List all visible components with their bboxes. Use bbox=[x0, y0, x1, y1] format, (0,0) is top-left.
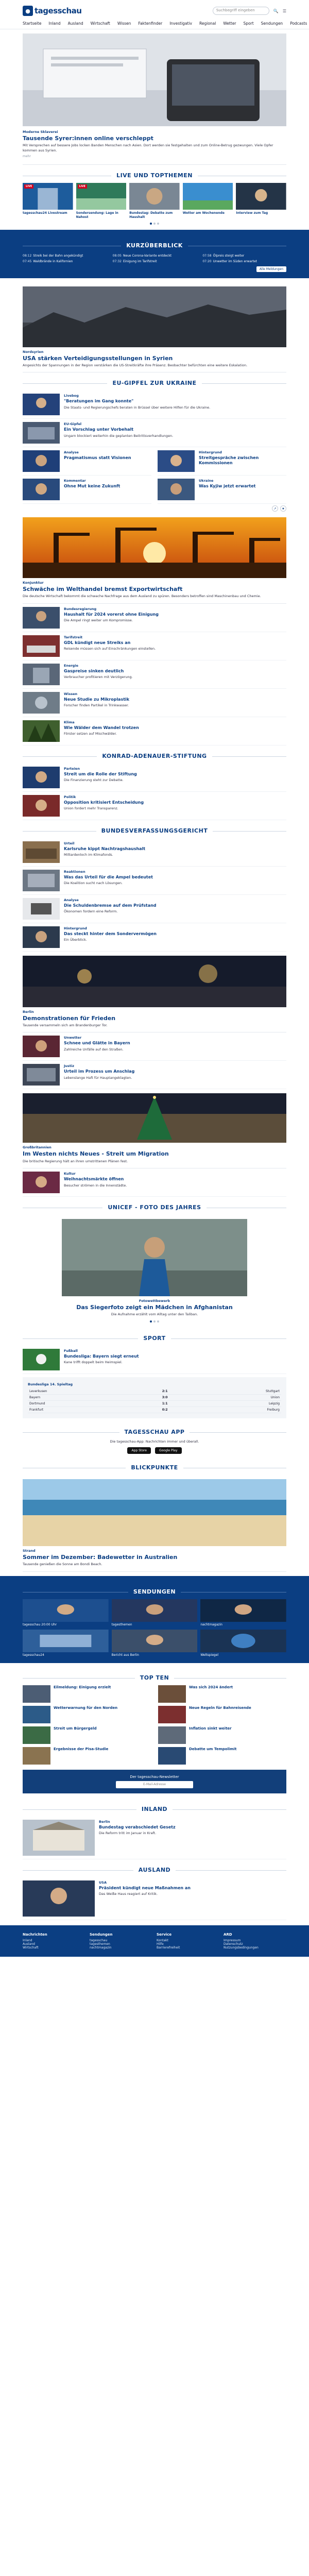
search-icon[interactable]: 🔍 bbox=[273, 8, 279, 13]
bverfg-story[interactable] bbox=[23, 923, 286, 952]
story-kicker: Berlin bbox=[99, 1819, 110, 1824]
topten-item[interactable] bbox=[158, 1685, 286, 1703]
story-thumbnail bbox=[23, 394, 60, 415]
section-sport-title: SPORT bbox=[23, 1328, 286, 1346]
news-story[interactable] bbox=[23, 689, 286, 717]
share-row bbox=[23, 504, 286, 513]
live-card[interactable] bbox=[23, 183, 73, 219]
topten-list bbox=[23, 1685, 286, 1765]
nav-item[interactable]: Investigativ bbox=[169, 21, 192, 26]
wirtschaft-kicker: Konjunktur bbox=[23, 581, 44, 585]
sendung-card[interactable] bbox=[200, 1599, 286, 1626]
story-headline[interactable]: Neue Regeln für Bahnreisende bbox=[189, 1705, 251, 1710]
nav-item[interactable]: Startseite bbox=[23, 21, 42, 26]
newsletter-box bbox=[23, 1770, 286, 1793]
story-headline[interactable]: Urteil im Prozess um Anschlag bbox=[64, 1069, 135, 1074]
topten-item[interactable] bbox=[158, 1747, 286, 1765]
sendung-image bbox=[23, 1630, 109, 1652]
topten-item[interactable] bbox=[23, 1726, 151, 1744]
story-teaser: Ökonomen fordern eine Reform. bbox=[64, 909, 118, 914]
ticker-list bbox=[23, 254, 286, 263]
blickpunkte-teaser: Tausende genießen die Sonne am Bondi Beach. bbox=[23, 1562, 102, 1567]
section-kas-title: KONRAD-ADENAUER-STIFTUNG bbox=[23, 745, 286, 764]
ticker-item[interactable]: 08:12 Streik bei der Bahn angekündigt bbox=[23, 253, 83, 258]
story-thumbnail bbox=[23, 1036, 60, 1057]
story-thumbnail bbox=[23, 767, 60, 788]
story-kicker: Analyse bbox=[64, 897, 79, 902]
footer-link[interactable]: Impressum bbox=[224, 1938, 241, 1942]
story-teaser: Die Staats- und Regierungschefs beraten in Brüssel über weitere Hilfen für die Ukraine. bbox=[64, 405, 211, 410]
story-headline[interactable]: Streit um die Rolle der Stiftung bbox=[64, 771, 137, 776]
story-headline[interactable]: Was Kyjiw jetzt erwartet bbox=[199, 484, 256, 489]
footer-link[interactable]: Inland bbox=[23, 1938, 32, 1942]
london-teaser: Die britische Regierung hält an ihren umstrittenen Plänen fest. bbox=[23, 1159, 128, 1163]
story-teaser: Milliardenloch im Klimafonds. bbox=[64, 853, 113, 857]
nav-item[interactable]: Wissen bbox=[117, 21, 131, 26]
story-kicker: Berlin bbox=[23, 1009, 34, 1014]
sendung-title: tagesschau24 bbox=[23, 1653, 44, 1657]
sendungen-grid bbox=[23, 1599, 286, 1657]
story-headline[interactable]: Eilmeldung: Einigung erzielt bbox=[54, 1685, 111, 1689]
news-story[interactable] bbox=[23, 1032, 286, 1061]
logo-text: tagesschau bbox=[35, 6, 82, 15]
syria-headline[interactable]: USA stärken Verteidigungsstellungen in Syrien bbox=[23, 354, 173, 362]
story-thumbnail bbox=[23, 692, 60, 714]
live-card-image bbox=[76, 183, 127, 210]
results-widget bbox=[23, 1377, 286, 1418]
footer-link[interactable]: tagesschau bbox=[90, 1938, 108, 1942]
bverfg-story[interactable] bbox=[23, 867, 286, 895]
story-teaser: Zahlreiche Unfälle auf den Straßen. bbox=[64, 1047, 124, 1052]
blickpunkte-headline[interactable]: Sommer im Dezember: Badewetter in Australien bbox=[23, 1554, 178, 1561]
main-navigation bbox=[23, 19, 307, 29]
harbor-image bbox=[23, 517, 286, 578]
wirtschaft-teaser: Die deutsche Wirtschaft bekommt die schwache Nachfrage aus dem Ausland zu spüren. Besonders betroffen sind Maschinenbau und Chemie. bbox=[23, 594, 261, 599]
nav-item[interactable]: Regional bbox=[199, 21, 216, 26]
story-headline[interactable]: "Beratungen im Gang konnte" bbox=[64, 399, 134, 404]
london-kicker: Großbritannien bbox=[23, 1145, 52, 1150]
wirtschaft-headline[interactable]: Schwäche im Welthandel bremst Exportwirtschaft bbox=[23, 586, 183, 593]
story-headline[interactable]: Schnee und Glätte in Bayern bbox=[64, 1041, 130, 1046]
carousel-dot[interactable] bbox=[150, 1320, 152, 1323]
story-teaser: Lebenslange Haft für Hauptangeklagten. bbox=[64, 1076, 132, 1080]
story-headline[interactable]: Ohne Mut keine Zukunft bbox=[64, 484, 121, 489]
sendung-card[interactable] bbox=[112, 1630, 198, 1657]
story-thumbnail bbox=[23, 422, 60, 444]
footer-link[interactable]: Datenschutz bbox=[224, 1942, 243, 1946]
news-story[interactable] bbox=[23, 1168, 286, 1197]
sendung-card[interactable] bbox=[23, 1599, 109, 1626]
nav-item[interactable]: Wetter bbox=[223, 21, 236, 26]
story-headline[interactable]: Die Schuldenbremse auf dem Prüfstand bbox=[64, 903, 157, 908]
nav-item[interactable]: Podcasts bbox=[290, 21, 307, 26]
sendung-card[interactable] bbox=[200, 1630, 286, 1657]
story-headline[interactable]: Das steckt hinter dem Sondervermögen bbox=[64, 931, 157, 936]
story-thumbnail bbox=[158, 450, 195, 472]
footer-link[interactable]: Wirtschaft bbox=[23, 1945, 39, 1950]
london-story[interactable] bbox=[23, 1089, 286, 1168]
story-thumbnail bbox=[23, 635, 60, 657]
story-thumbnail bbox=[158, 1747, 186, 1765]
news-story[interactable] bbox=[23, 1061, 286, 1089]
unicef-image bbox=[62, 1219, 247, 1296]
inland-story[interactable] bbox=[23, 1817, 286, 1859]
story-thumbnail bbox=[23, 1820, 95, 1856]
story-headline[interactable]: GDL kündigt neue Streiks an bbox=[64, 640, 131, 645]
nav-item[interactable]: Sport bbox=[243, 21, 254, 26]
news-story[interactable] bbox=[23, 604, 286, 632]
share-icon[interactable]: ↗ bbox=[272, 505, 278, 512]
live-card[interactable] bbox=[129, 183, 180, 219]
carousel-dots bbox=[23, 219, 286, 226]
news-story[interactable] bbox=[23, 717, 286, 745]
story-thumbnail bbox=[23, 870, 60, 891]
story-headline[interactable]: Debatte um Tempolimit bbox=[189, 1747, 237, 1751]
ticker-item[interactable]: 07:58 Ölpreis steigt weiter bbox=[202, 253, 245, 258]
story-thumbnail bbox=[158, 479, 195, 500]
story-teaser: Forscher finden Partikel in Trinkwasser. bbox=[64, 703, 129, 708]
story-kicker: EU-Gipfel bbox=[64, 422, 82, 427]
section-live-title: LIVE UND TOPTHEMEN bbox=[23, 165, 286, 183]
hero-more-link[interactable]: mehr bbox=[23, 155, 31, 159]
story-teaser: Die Ampel ringt weiter um Kompromisse. bbox=[64, 618, 133, 623]
story-headline[interactable]: Neue Studie zu Mikroplastik bbox=[64, 697, 130, 702]
london-headline[interactable]: Im Westen nichts Neues - Streit um Migration bbox=[23, 1150, 169, 1158]
live-card-title: Wetter am Wochenende bbox=[182, 211, 225, 215]
kurzueberblick-section bbox=[0, 230, 309, 278]
unicef-kicker: Fotowettbewerb bbox=[139, 1299, 170, 1303]
sendung-title: nachtmagazin bbox=[200, 1622, 222, 1626]
london-image bbox=[23, 1093, 286, 1143]
story-teaser: Das Weiße Haus reagiert auf Kritik. bbox=[99, 1892, 158, 1896]
nav-item[interactable]: Wirtschaft bbox=[90, 21, 110, 26]
carousel-dot[interactable] bbox=[157, 1320, 159, 1323]
story-kicker: Ukraine bbox=[199, 479, 214, 483]
story-kicker: Unwetter bbox=[64, 1036, 82, 1040]
live-carousel bbox=[23, 183, 286, 219]
story-thumbnail bbox=[23, 1726, 50, 1744]
story-thumbnail bbox=[23, 926, 60, 948]
nav-item[interactable]: Faktenfinder bbox=[138, 21, 163, 26]
ticker-item[interactable]: 07:20 Unwetter im Süden erwartet bbox=[202, 259, 258, 263]
footer-column: Nachrichten Inland Ausland Wirtschaft bbox=[23, 1933, 85, 1950]
sendung-title: Weltspiegel bbox=[200, 1653, 219, 1657]
live-card[interactable] bbox=[236, 183, 286, 219]
all-news-button[interactable]: Alle Meldungen bbox=[256, 266, 286, 272]
sendungen-section bbox=[0, 1576, 309, 1663]
unicef-teaser: Die Aufnahme erzählt vom Alltag unter den Taliban. bbox=[111, 1312, 198, 1317]
story-thumbnail bbox=[23, 1349, 60, 1370]
story-headline[interactable]: Wetterwarnung für den Norden bbox=[54, 1705, 118, 1710]
blickpunkte-kicker: Strand bbox=[23, 1549, 36, 1553]
blickpunkte-story[interactable] bbox=[23, 1475, 286, 1572]
story-headline[interactable]: Inflation sinkt weiter bbox=[189, 1726, 232, 1731]
story-teaser: Union fordert mehr Transparenz. bbox=[64, 806, 118, 811]
topten-item[interactable] bbox=[23, 1747, 151, 1765]
sendung-image bbox=[200, 1599, 286, 1622]
live-card-image bbox=[183, 183, 233, 210]
section-topten-title: TOP TEN bbox=[23, 1667, 286, 1685]
story-thumbnail bbox=[23, 450, 60, 472]
story-thumbnail bbox=[23, 664, 60, 685]
footer-link[interactable]: tagesthemen bbox=[90, 1942, 110, 1946]
story-headline[interactable]: Weihnachtsmärkte öffnen bbox=[64, 1177, 124, 1182]
hero-kicker: Moderne Sklaverei bbox=[23, 130, 58, 134]
story-headline[interactable]: Karlsruhe kippt Nachtragshaushalt bbox=[64, 846, 146, 851]
newsletter-title: Der tagesschau-Newsletter bbox=[130, 1774, 179, 1779]
topten-item[interactable] bbox=[23, 1706, 151, 1723]
section-unicef-title: UNICEF - FOTO DES JAHRES bbox=[23, 1197, 286, 1215]
story-headline[interactable]: Streitgespräche zwischen Kommissionen bbox=[199, 455, 259, 465]
story-headline[interactable]: Bundestag verabschiedet Gesetz bbox=[99, 1824, 176, 1829]
sport-story[interactable] bbox=[23, 1346, 286, 1374]
story-teaser: Ungarn blockiert weiterhin die geplanten Beitrittsverhandlungen. bbox=[64, 433, 174, 438]
ticker-item[interactable]: 07:45 Waldbrände in Kalifornien bbox=[23, 259, 73, 263]
live-card-title: Interview zum Tag bbox=[236, 211, 268, 215]
story-headline[interactable]: Wie Wälder dem Wandel trotzen bbox=[64, 725, 139, 730]
footer-link[interactable]: Nutzungsbedingungen bbox=[224, 1945, 259, 1950]
footer-column: Service Kontakt Hilfe Barrierefreiheit bbox=[157, 1933, 219, 1950]
story-headline[interactable]: Opposition kritisiert Entscheidung bbox=[64, 800, 144, 805]
story-kicker: Analyse bbox=[64, 450, 79, 455]
story-headline[interactable]: Bundesliga: Bayern siegt erneut bbox=[64, 1353, 139, 1359]
ukraine-story[interactable] bbox=[23, 419, 286, 447]
topten-item[interactable] bbox=[158, 1706, 286, 1723]
ukraine-story[interactable] bbox=[23, 391, 286, 419]
story-teaser: Förster setzen auf Mischwälder. bbox=[64, 732, 117, 736]
topten-item[interactable] bbox=[158, 1726, 286, 1744]
bookmark-icon[interactable]: ★ bbox=[280, 505, 286, 512]
menu-icon[interactable]: ☰ bbox=[282, 8, 286, 13]
footer-link[interactable]: Hilfe bbox=[157, 1942, 164, 1946]
search-input[interactable]: Suchbegriff eingeben bbox=[213, 7, 269, 15]
results-table bbox=[28, 1388, 281, 1413]
carousel-dot[interactable] bbox=[153, 223, 156, 225]
nav-item[interactable]: Ausland bbox=[67, 21, 83, 26]
live-card-image bbox=[236, 183, 286, 210]
story-headline[interactable]: Ein Vorschlag unter Vorbehalt bbox=[64, 427, 134, 432]
syria-teaser: Angesichts der Spannungen in der Region verstärken die US-Streitkräfte ihre Präsenz. Beobachter befürchten eine weitere Eskalation. bbox=[23, 363, 248, 367]
table-row[interactable]: Leverkusen 2:1 Stuttgart bbox=[28, 1388, 281, 1395]
results-title: Bundesliga 14. Spieltag bbox=[28, 1382, 73, 1386]
logo-mark-icon: ● bbox=[23, 6, 33, 16]
news-story[interactable] bbox=[23, 660, 286, 689]
site-logo[interactable] bbox=[23, 6, 81, 16]
footer-column: ARD Impressum Datenschutz Nutzungsbedingungen bbox=[224, 1933, 286, 1950]
main-content bbox=[0, 33, 309, 226]
story-kicker: Tarifstreit bbox=[64, 635, 83, 639]
story-thumbnail bbox=[23, 1685, 50, 1703]
story-thumbnail bbox=[23, 479, 60, 500]
ukraine-story[interactable] bbox=[23, 476, 151, 504]
night-story[interactable] bbox=[23, 952, 286, 1033]
live-card[interactable] bbox=[76, 183, 127, 219]
story-kicker: Politik bbox=[64, 794, 76, 799]
story-teaser: Verbraucher profitieren mit Verzögerung. bbox=[64, 675, 133, 680]
story-kicker: Urteil bbox=[64, 841, 75, 845]
story-kicker: Kommentar bbox=[64, 479, 86, 483]
story-thumbnail bbox=[23, 1747, 50, 1765]
story-thumbnail bbox=[23, 1706, 50, 1723]
story-kicker: Hintergrund bbox=[64, 926, 87, 930]
topten-item[interactable] bbox=[23, 1685, 151, 1703]
table-row[interactable]: Bayern 3:0 Union bbox=[28, 1394, 281, 1400]
sendung-card[interactable] bbox=[23, 1630, 109, 1657]
newsletter-email-input[interactable]: E-Mail-Adresse bbox=[116, 1781, 193, 1788]
story-thumbnail bbox=[23, 795, 60, 817]
ticker-item[interactable]: 08:05 Neue Corona-Variante entdeckt bbox=[112, 253, 172, 258]
bverfg-story[interactable] bbox=[23, 838, 286, 867]
live-card-title: Bundestag: Debatte zum Haushalt bbox=[129, 211, 173, 219]
syria-image bbox=[23, 286, 286, 347]
beach-image bbox=[23, 1479, 286, 1546]
footer-link[interactable]: nachtmagazin bbox=[90, 1945, 112, 1950]
story-teaser: Besucher strömen in die Innenstädte. bbox=[64, 1183, 127, 1188]
hero-teaser: Mit Versprechen auf bessere Jobs locken Banden Menschen nach Asien. Dort werden sie festgehalten und zum Online-Betrug gezwungen. Viele Opfer kommen aus Syrien. bbox=[23, 143, 273, 152]
story-kicker: Fußball bbox=[64, 1348, 78, 1353]
hero-image[interactable] bbox=[23, 33, 286, 126]
story-kicker: Justiz bbox=[64, 1064, 75, 1069]
unicef-headline[interactable]: Das Siegerfoto zeigt ein Mädchen in Afghanistan bbox=[76, 1304, 233, 1311]
story-thumbnail bbox=[23, 607, 60, 629]
carousel-dots bbox=[23, 1317, 286, 1324]
main-content-3 bbox=[0, 1667, 309, 1925]
app-store-button[interactable]: App Store bbox=[127, 1447, 151, 1454]
kas-story[interactable] bbox=[23, 764, 286, 792]
bverfg-story[interactable] bbox=[23, 895, 286, 923]
live-card-image bbox=[23, 183, 73, 210]
live-card-title: Sondersendung: Lage in Nahost bbox=[76, 211, 118, 219]
story-thumbnail bbox=[23, 720, 60, 742]
nav-item[interactable]: Inland bbox=[48, 21, 61, 26]
sendung-title: Bericht aus Berlin bbox=[111, 1653, 139, 1657]
sendung-image bbox=[112, 1599, 198, 1622]
ukraine-duo bbox=[23, 447, 286, 476]
story-headline[interactable]: Ergebnisse der Pisa-Studie bbox=[54, 1747, 109, 1751]
story-kicker: Bundesregierung bbox=[64, 606, 97, 611]
footer-link[interactable]: Kontakt bbox=[157, 1938, 168, 1942]
story-teaser: Die Koalition sucht nach Lösungen. bbox=[64, 881, 123, 886]
table-row[interactable]: Frankfurt 0:2 Freiburg bbox=[28, 1406, 281, 1413]
footer-link[interactable]: Ausland bbox=[23, 1942, 35, 1946]
story-kicker: Livebog bbox=[64, 394, 79, 398]
sendung-image bbox=[23, 1599, 109, 1622]
main-content-2 bbox=[0, 282, 309, 1572]
hero-story[interactable] bbox=[23, 126, 286, 165]
story-thumbnail bbox=[23, 1880, 95, 1917]
story-headline[interactable]: Pragmatismus statt Visionen bbox=[64, 455, 131, 461]
story-headline[interactable]: Präsident kündigt neue Maßnahmen an bbox=[99, 1885, 191, 1890]
news-story[interactable] bbox=[23, 632, 286, 660]
story-thumbnail bbox=[158, 1706, 186, 1723]
story-headline[interactable]: Gaspreise sinken deutlich bbox=[64, 668, 124, 673]
story-teaser: Ein Überblick. bbox=[64, 938, 87, 942]
wirtschaft-story[interactable] bbox=[23, 513, 286, 604]
ukraine-story[interactable] bbox=[23, 447, 151, 476]
sendung-card[interactable] bbox=[112, 1599, 198, 1626]
ukraine-duo bbox=[23, 476, 286, 504]
footer-column: Sendungen tagesschau tagesthemen nachtmagazin bbox=[90, 1933, 152, 1950]
story-teaser: Kane trifft doppelt beim Heimspiel. bbox=[64, 1360, 123, 1365]
table-row[interactable]: Dortmund 1:1 Leipzig bbox=[28, 1400, 281, 1406]
story-teaser: Die Reform tritt im Januar in Kraft. bbox=[99, 1831, 157, 1836]
carousel-dot[interactable] bbox=[150, 223, 152, 225]
live-card-image bbox=[129, 183, 180, 210]
google-play-button[interactable]: Google Play bbox=[155, 1447, 182, 1454]
carousel-dot[interactable] bbox=[157, 223, 159, 225]
live-badge: LIVE bbox=[78, 184, 87, 189]
story-headline[interactable]: Was das Urteil für die Ampel bedeutet bbox=[64, 874, 153, 879]
section-ausland-title: AUSLAND bbox=[23, 1859, 286, 1877]
section-kurz-title: KURZÜBERBLICK bbox=[23, 235, 286, 253]
live-badge: LIVE bbox=[24, 184, 33, 189]
syria-story[interactable] bbox=[23, 282, 286, 373]
ukraine-story[interactable] bbox=[158, 476, 286, 504]
section-blickpunkte-title: BLICKPUNKTE bbox=[23, 1457, 286, 1475]
story-teaser: Tausende versammeln sich am Brandenburger Tor. bbox=[23, 1023, 108, 1028]
story-thumbnail bbox=[158, 1685, 186, 1703]
story-thumbnail bbox=[23, 898, 60, 920]
sendung-title: tagesschau 20:00 Uhr bbox=[23, 1622, 57, 1626]
section-inland-title: INLAND bbox=[23, 1799, 286, 1817]
ukraine-story[interactable] bbox=[158, 447, 286, 476]
section-app-title: TAGESSCHAU APP bbox=[23, 1421, 286, 1439]
nav-item[interactable]: Sendungen bbox=[261, 21, 283, 26]
story-kicker: USA bbox=[99, 1880, 107, 1885]
hero-headline[interactable]: Tausende Syrer:innen online verschleppt bbox=[23, 135, 153, 142]
story-kicker: Hintergrund bbox=[199, 450, 222, 455]
carousel-dot[interactable] bbox=[153, 1320, 156, 1323]
story-thumbnail bbox=[158, 1726, 186, 1744]
sendung-image bbox=[112, 1630, 198, 1652]
story-kicker: Kultur bbox=[64, 1172, 76, 1176]
site-header bbox=[0, 0, 309, 29]
section-sendungen-title: SENDUNGEN bbox=[23, 1581, 286, 1599]
app-text: Die tagesschau-App: Nachrichten immer und überall. bbox=[110, 1439, 199, 1444]
story-headline[interactable]: Streit um Bürgergeld bbox=[54, 1726, 97, 1731]
night-image bbox=[23, 956, 286, 1007]
kas-story[interactable] bbox=[23, 792, 286, 820]
story-headline[interactable]: Haushalt für 2024 vorerst ohne Einigung bbox=[64, 612, 159, 617]
story-thumbnail bbox=[23, 841, 60, 863]
story-teaser: Die Finanzierung steht zur Debatte. bbox=[64, 778, 124, 783]
story-kicker: Wissen bbox=[64, 691, 78, 696]
story-kicker: Reaktionen bbox=[64, 869, 85, 874]
story-headline[interactable]: Demonstrationen für Frieden bbox=[23, 1014, 116, 1022]
section-ukraine-title: EU-GIPFEL ZUR UKRAINE bbox=[23, 372, 286, 391]
ausland-story[interactable] bbox=[23, 1877, 286, 1920]
live-card[interactable] bbox=[183, 183, 233, 219]
story-kicker: Energie bbox=[64, 663, 78, 668]
syria-kicker: Nordsyrien bbox=[23, 349, 44, 354]
site-footer bbox=[0, 1925, 309, 1957]
ticker-item[interactable]: 07:32 Einigung im Tarifstreit bbox=[112, 259, 157, 263]
story-kicker: Parteien bbox=[64, 766, 80, 771]
sendung-image bbox=[200, 1630, 286, 1652]
unicef-story[interactable] bbox=[23, 1215, 286, 1328]
section-bverfg-title: BUNDESVERFASSUNGSGERICHT bbox=[23, 820, 286, 838]
story-kicker: Klima bbox=[64, 720, 75, 724]
footer-link[interactable]: Barrierefreiheit bbox=[157, 1945, 180, 1950]
story-headline[interactable]: Was sich 2024 ändert bbox=[189, 1685, 233, 1689]
app-store-buttons bbox=[23, 1444, 286, 1457]
live-card-title: tagesschau24 Livestream bbox=[23, 211, 67, 215]
story-teaser: Reisende müssen sich auf Einschränkungen einstellen. bbox=[64, 647, 156, 651]
story-thumbnail bbox=[23, 1172, 60, 1193]
sendung-title: tagesthemen bbox=[111, 1622, 132, 1626]
story-thumbnail bbox=[23, 1064, 60, 1086]
